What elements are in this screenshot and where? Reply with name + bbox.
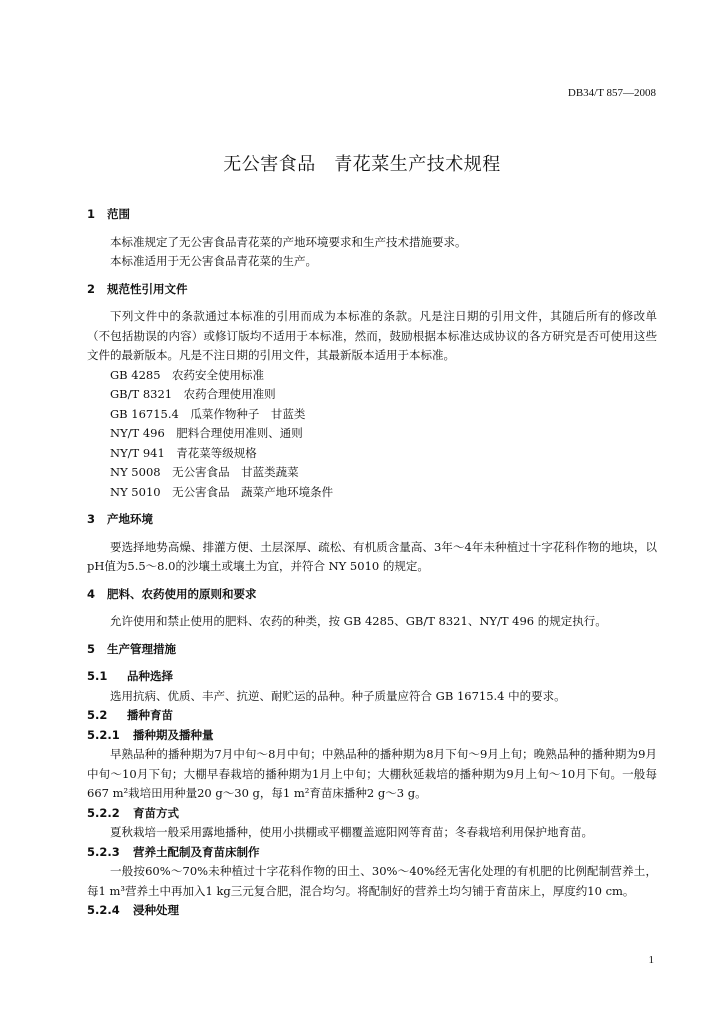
section-2-heading (87, 280, 657, 300)
section-number: 5 (87, 641, 96, 656)
section-number: 3 (87, 512, 96, 526)
reference-item: GB 4285 农药安全使用标准 (110, 367, 265, 382)
subsection-5-2-heading (87, 706, 657, 726)
subsection-5-2-4-heading (87, 901, 657, 921)
section-1-heading (87, 205, 657, 225)
reference-item: NY 5008 无公害食品 甘蓝类蔬菜 (110, 465, 299, 479)
paragraph: 夏秋栽培一般采用露地播种，使用小拱棚或平棚覆盖遮阳网等育苗；冬春栽培利用保护地育苗。 (110, 825, 593, 839)
subsection-number: 5.2 (87, 708, 108, 722)
paragraph: 选用抗病、优质、丰产、抗逆、耐贮运的品种。种子质量应符合 GB 16715.4 中的要求。 (110, 688, 566, 703)
section-title: 肥料、农药使用的原则和要求 (107, 586, 257, 601)
section-title: 产地环境 (107, 512, 153, 526)
subsection-5-1-heading (87, 667, 657, 687)
section-4-heading (87, 585, 657, 605)
paragraph: 允许使用和禁止使用的肥料、农药的种类，按 GB 4285、GB/T 8321、NY/T 496 的规定执行。 (110, 614, 607, 628)
subsection-5-2-2-heading (87, 804, 657, 824)
reference-item: NY/T 941 青花菜等级规格 (110, 445, 257, 460)
subsection-number: 5.2.3 (87, 844, 120, 859)
paragraph: 早熟品种的播种期为7月中旬～8月中旬；中熟品种的播种期为8月下旬～9月上旬；晚熟品种的播种期为9月中旬～10月下旬；大棚早春栽培的播种期为1月上中旬；大棚秋延栽培的播种期为9月上旬～10月下旬。一般每667 m²栽培田用种量20 g～30 g，每1 m²育苗床播种2 g～3 g。 (87, 747, 657, 800)
section-3-heading (87, 510, 657, 530)
reference-item: NY/T 496 肥料合理使用准则、通则 (110, 426, 303, 440)
section-number: 1 (87, 207, 96, 221)
standard-code: DB34/T 857—2008 (567, 87, 656, 99)
subsection-title: 品种选择 (127, 669, 173, 683)
reference-item: NY 5010 无公害食品 蔬菜产地环境条件 (110, 484, 334, 499)
subsection-5-2-3-heading (87, 843, 657, 863)
subsection-title: 浸种处理 (133, 903, 179, 917)
paragraph: 一般按60%～70%未种植过十字花科作物的田土、30%～40%经无害化处理的有机肥的比例配制营养土，每1 m³营养土中再加入1 kg三元复合肥，混合均匀。将配制好的营养土均匀铺于育苗床上，厚度约10 cm。 (87, 864, 657, 898)
section-title: 规范性引用文件 (107, 281, 188, 296)
section-5-heading (87, 640, 657, 660)
subsection-number: 5.1 (87, 669, 108, 683)
subsection-number: 5.2.2 (87, 805, 120, 820)
section-title: 范围 (107, 207, 130, 221)
subsection-number: 5.2.1 (87, 727, 120, 742)
subsection-title: 营养土配制及育苗床制作 (133, 844, 260, 859)
subsection-title: 育苗方式 (133, 805, 179, 820)
subsection-5-2-1-heading (87, 726, 657, 746)
subsection-title: 播种期及播种量 (133, 727, 214, 742)
document-title: 无公害食品 青花菜生产技术规程 (223, 154, 501, 175)
subsection-number: 5.2.4 (87, 903, 120, 917)
reference-item: GB/T 8321 农药合理使用准则 (110, 387, 276, 401)
document-body (87, 205, 657, 921)
page-number: 1 (648, 954, 654, 966)
section-title: 生产管理措施 (107, 641, 176, 656)
paragraph: 本标准适用于无公害食品青花菜的生产。 (110, 254, 317, 268)
paragraph: 下列文件中的条款通过本标准的引用而成为本标准的条款。凡是注日期的引用文件，其随后所有的修改单（不包括勘误的内容）或修订版均不适用于本标准，然而，鼓励根据本标准达成协议的各方研究是否可使用这些文件的最新版本。凡是不注日期的引用文件，其最新版本适用于本标准。 (87, 309, 657, 362)
paragraph: 本标准规定了无公害食品青花菜的产地环境要求和生产技术措施要求。 (110, 234, 467, 249)
section-number: 4 (87, 586, 96, 601)
reference-item: GB 16715.4 瓜菜作物种子 甘蓝类 (110, 406, 306, 421)
subsection-title: 播种育苗 (127, 708, 173, 722)
paragraph: 要选择地势高燥、排灌方便、土层深厚、疏松、有机质含量高、3年～4年未种植过十字花科作物的地块，以pH值为5.5～8.0的沙壤土或壤土为宜，并符合 NY 5010 的规定。 (87, 539, 657, 573)
section-number: 2 (87, 281, 96, 296)
